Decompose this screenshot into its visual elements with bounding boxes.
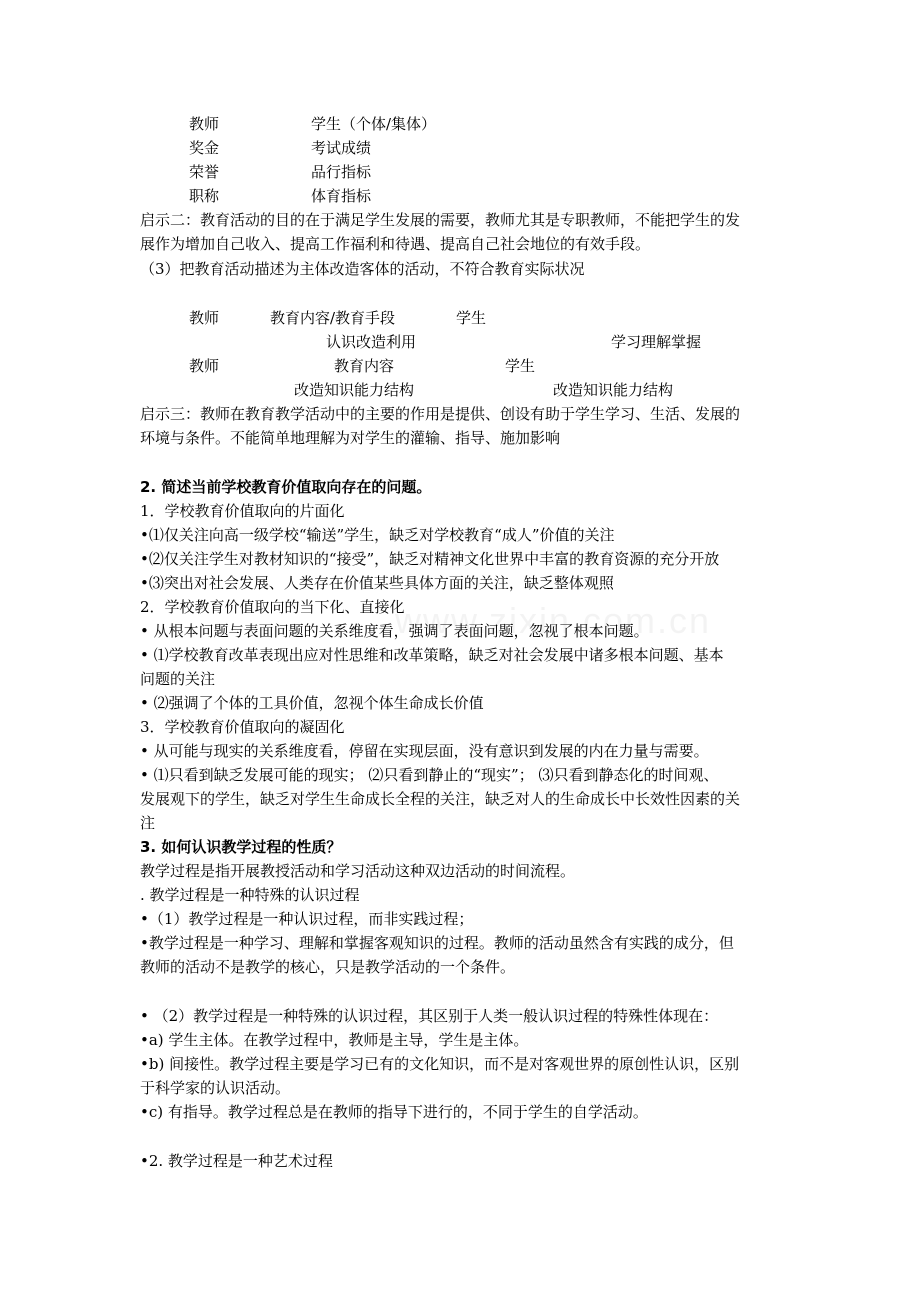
paragraph-line: •⑴仅关注向高一级学校“输送”学生，缺乏对学校教育“成人”价值的关注 (140, 526, 615, 544)
paragraph-line: •a) 学生主体。在教学过程中，教师是主导，学生是主体。 (140, 1031, 529, 1049)
paragraph-line: •⑵仅关注学生对教材知识的“接受”，缺乏对精神文化世界中丰富的教育资源的充分开放 (140, 550, 720, 568)
table-cell: 教师 (189, 115, 220, 133)
table-cell: 荣誉 (189, 163, 220, 181)
diagram-label: 教育内容 (334, 357, 395, 375)
paragraph-line: •c) 有指导。教学过程总是在教师的指导下进行的，不同于学生的自学活动。 (140, 1103, 648, 1121)
paragraph-line: •⑶突出对社会发展、人类存在价值某些具体方面的关注，缺乏整体观照 (140, 574, 614, 592)
insight-three-line: 启示三：教师在教育教学活动中的主要的作用是提供、创设有助于学生学习、生活、发展的 (140, 405, 741, 423)
insight-two-line: 展作为增加自己收入、提高工作福利和待遇、提高自己社会地位的有效手段。 (140, 235, 651, 253)
paragraph-line: •教学过程是一种学习、理解和掌握客观知识的过程。教师的活动虽然含有实践的成分，但 (140, 934, 734, 952)
paragraph-line: •（1）教学过程是一种认识过程，而非实践过程； (140, 910, 474, 928)
diagram-label: 学生 (505, 357, 536, 375)
question-three-heading: 3. 如何认识教学过程的性质？ (140, 838, 342, 856)
diagram-label: 教育内容/教育手段 (270, 309, 396, 327)
diagram-label: 改造知识能力结构 (553, 381, 674, 399)
point-three: （3）把教育活动描述为主体改造客体的活动，不符合教育实际状况 (140, 260, 585, 278)
diagram-label: 教师 (189, 309, 220, 327)
diagram-label: 学生 (456, 309, 487, 327)
diagram-label: 认识改造利用 (326, 333, 417, 351)
paragraph-line: •2. 教学过程是一种艺术过程 (140, 1152, 333, 1170)
table-cell: 体育指标 (311, 187, 372, 205)
paragraph-line: 注 (140, 814, 156, 832)
paragraph-line: . 教学过程是一种特殊的认识过程 (140, 886, 360, 904)
diagram-label: 学习理解掌握 (611, 333, 702, 351)
paragraph-line: 教师的活动不是教学的核心，只是教学活动的一个条件。 (140, 958, 516, 976)
insight-two-line: 启示二：教育活动的目的在于满足学生发展的需要，教师尤其是专职教师，不能把学生的发 (140, 211, 741, 229)
paragraph-line: 2．学校教育价值取向的当下化、直接化 (140, 598, 405, 616)
insight-three-line: 环境与条件。不能简单地理解为对学生的灌输、指导、施加影响 (140, 429, 561, 447)
paragraph-line: 问题的关注 (140, 670, 216, 688)
paragraph-line: • ⑴学校教育改革表现出应对性思维和改革策略，缺乏对社会发展中诸多根本问题、基本 (140, 646, 724, 664)
paragraph-line: •b) 间接性。教学过程主要是学习已有的文化知识，而不是对客观世界的原创性认识，区别 (140, 1055, 740, 1073)
diagram-label: 教师 (189, 357, 220, 375)
paragraph-line: 发展观下的学生，缺乏对学生生命成长全程的关注，缺乏对人的生命成长中长效性因素的关 (140, 790, 741, 808)
paragraph-line: • ⑵强调了个体的工具价值，忽视个体生命成长价值 (140, 694, 484, 712)
diagram-label: 改造知识能力结构 (294, 381, 415, 399)
table-cell: 学生（个体/集体） (311, 115, 437, 133)
question-two-heading: 2. 简述当前学校教育价值取向存在的问题。 (140, 478, 432, 496)
paragraph-line: 3．学校教育价值取向的凝固化 (140, 718, 345, 736)
table-cell: 奖金 (189, 139, 220, 157)
paragraph-line: • ⑴只看到缺乏发展可能的现实； ⑵只看到静止的“现实”； ⑶只看到静态化的时间观、 (140, 766, 719, 784)
table-cell: 考试成绩 (311, 139, 372, 157)
paragraph-line: • 从根本问题与表面问题的关系维度看，强调了表面问题，忽视了根本问题。 (140, 622, 649, 640)
paragraph-line: • （2）教学过程是一种特殊的认识过程，其区别于人类一般认识过程的特殊性体现在： (140, 1007, 719, 1025)
table-cell: 职称 (189, 187, 220, 205)
paragraph-line: 教学过程是指开展教授活动和学习活动这种双边活动的时间流程。 (140, 862, 576, 880)
paragraph-line: 于科学家的认识活动。 (140, 1079, 291, 1097)
paragraph-line: 1．学校教育价值取向的片面化 (140, 502, 345, 520)
paragraph-line: • 从可能与现实的关系维度看，停留在实现层面，没有意识到发展的内在力量与需要。 (140, 742, 709, 760)
table-cell: 品行指标 (311, 163, 372, 181)
